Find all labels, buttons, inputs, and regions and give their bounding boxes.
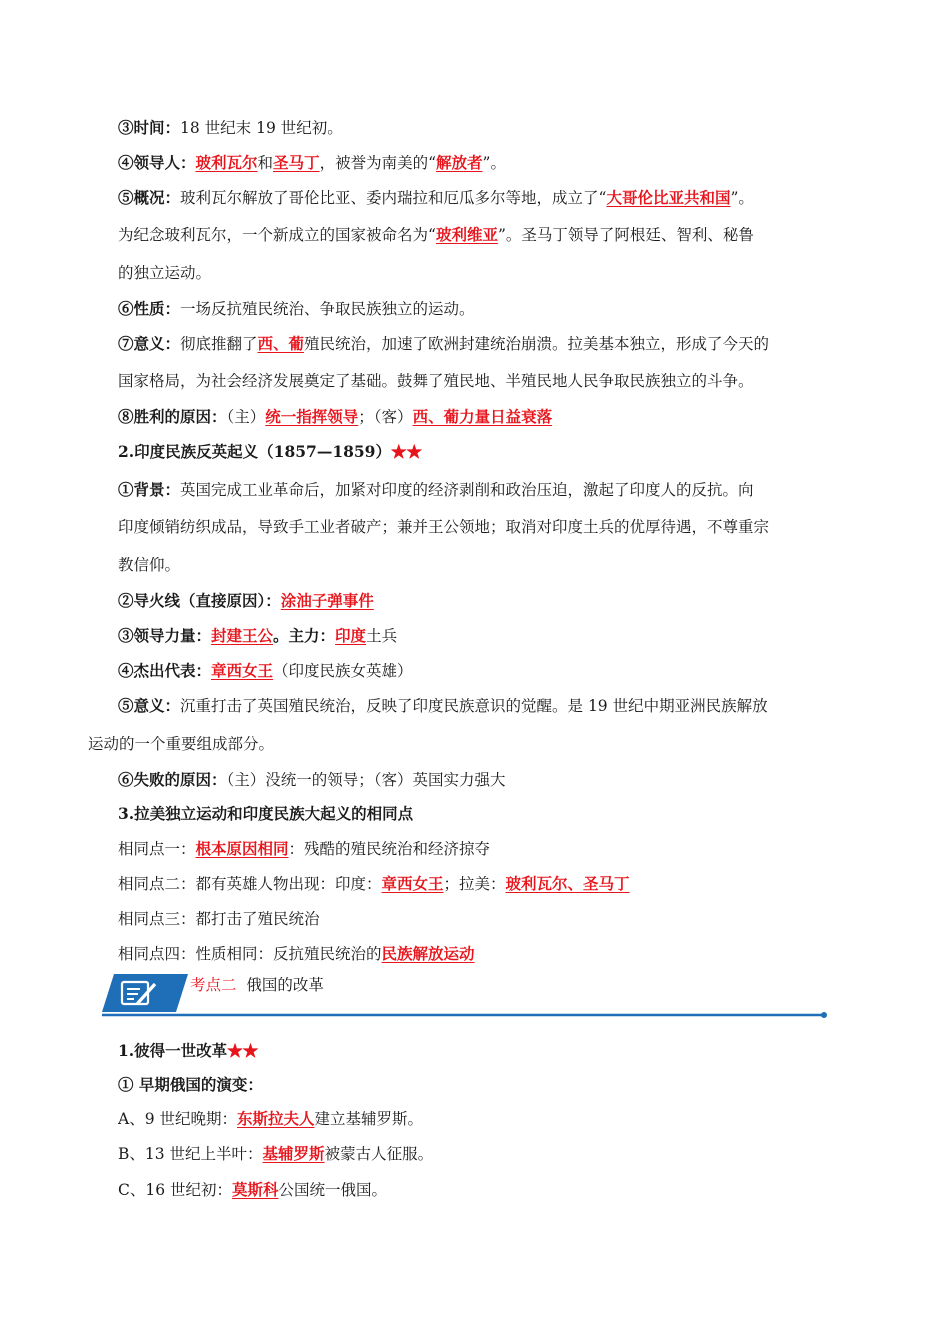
- text: ，被誉为南美的“: [319, 154, 436, 172]
- keyword: 西、葡力量日益衰落: [412, 407, 553, 426]
- label: ⑥失败的原因：: [118, 770, 227, 789]
- text: 18 世纪末 19 世纪初。: [180, 119, 343, 137]
- keyword: 玻利维亚: [435, 225, 498, 244]
- overview-line: [118, 187, 754, 209]
- text: 教信仰。: [118, 556, 181, 574]
- banner-underline-dot: [821, 1012, 827, 1018]
- section-heading-peter: [118, 1040, 258, 1062]
- background-line: [118, 479, 754, 501]
- banner-tag: 考点二: [190, 976, 237, 994]
- leadership-line: [118, 625, 397, 647]
- text: C、16 世纪初：: [118, 1181, 233, 1199]
- similarity-2: [118, 873, 630, 895]
- keyword: 封建王公: [211, 626, 274, 645]
- text: ；（客）: [358, 408, 413, 426]
- label: 。主力：: [273, 626, 336, 645]
- label: ③时间：: [118, 118, 181, 137]
- label: ⑧胜利的原因：: [118, 407, 227, 426]
- trigger-line: [118, 590, 374, 612]
- text: 相同点三：都打击了殖民统治: [118, 910, 320, 928]
- text: （主）: [226, 408, 266, 426]
- text: 国家格局，为社会经济发展奠定了基础。鼓舞了殖民地、半殖民地人民争取民族独立的斗争。: [118, 372, 754, 390]
- text: 相同点二：都有英雄人物出现：印度：: [118, 875, 382, 893]
- label: ⑤概况：: [118, 188, 181, 207]
- text: 运动的一个重要组成部分。: [88, 735, 275, 753]
- heading-text: 3.拉美独立运动和印度民族大起义的相同点: [118, 804, 414, 823]
- text: 被蒙古人征服。: [324, 1145, 434, 1163]
- label: ④领导人：: [118, 153, 196, 172]
- text: 相同点四：性质相同：反抗殖民统治的: [118, 945, 382, 963]
- label: ②导火线（直接原因）：: [118, 591, 281, 610]
- significance-line: [118, 333, 769, 355]
- text: （印度民族女英雄）: [273, 662, 413, 680]
- text: 和: [257, 154, 274, 172]
- keyword: 大哥伦比亚共和国: [606, 188, 731, 207]
- text: ”。: [482, 154, 506, 172]
- text: 一场反抗殖民统治、争取民族独立的运动。: [180, 300, 475, 318]
- nature-line: [118, 298, 475, 320]
- importance-stars: ★★: [390, 442, 422, 461]
- importance-stars: ★★: [227, 1041, 259, 1060]
- text: 玻利瓦尔解放了哥伦比亚、委内瑞拉和厄瓜多尔等地，成立了“: [180, 189, 607, 207]
- label: ③领导力量：: [118, 626, 212, 645]
- text: ”。: [730, 189, 754, 207]
- heading-text: 1.彼得一世改革: [118, 1041, 228, 1060]
- label: ①背景：: [118, 480, 181, 499]
- keyword: 根本原因相同: [195, 839, 289, 858]
- keyword: 西、葡: [257, 334, 305, 353]
- keyword: 民族解放运动: [381, 944, 475, 963]
- text: 为纪念玻利瓦尔，一个新成立的国家被命名为“: [118, 226, 436, 244]
- significance-line-2: [118, 370, 754, 392]
- keyword: 玻利瓦尔、圣马丁: [505, 874, 630, 893]
- early-russia-a: [118, 1108, 423, 1130]
- time-line: [118, 117, 343, 139]
- text: 的独立运动。: [118, 264, 212, 282]
- text: 相同点一：: [118, 840, 196, 858]
- text: 沉重打击了英国殖民统治，反映了印度民族意识的觉醒。是 19 世纪中期亚洲民族解放: [180, 697, 768, 715]
- text: ”。圣马丁领导了阿根廷、智利、秘鲁: [497, 226, 754, 244]
- background-line-2: [118, 516, 769, 538]
- similarity-1: [118, 838, 490, 860]
- early-russia-heading: [118, 1074, 263, 1096]
- keyword: 解放者: [436, 153, 483, 172]
- label: ⑤意义：: [118, 696, 181, 715]
- keyword: 印度: [335, 626, 367, 645]
- text: 殖民统治，加速了欧洲封建统治崩溃。拉美基本独立，形成了今天的: [304, 335, 770, 353]
- label: ④杰出代表：: [118, 661, 212, 680]
- banner-title: [190, 974, 324, 996]
- subheading-text: ① 早期俄国的演变：: [118, 1075, 263, 1094]
- keyword: 章西女王: [211, 661, 274, 680]
- text: 建立基辅罗斯。: [314, 1110, 424, 1128]
- text: 土兵: [366, 627, 398, 645]
- text: （主）没统一的领导；（客）英国实力强大: [226, 771, 506, 789]
- keyword: 玻利瓦尔: [195, 153, 258, 172]
- label: ⑦意义：: [118, 334, 181, 353]
- keyword: 圣马丁: [273, 153, 320, 172]
- label: ⑥性质：: [118, 299, 181, 318]
- text: ：残酷的殖民统治和经济掠夺: [288, 840, 491, 858]
- india-significance-line-2: [88, 733, 274, 755]
- banner-title-text: 俄国的改革: [246, 976, 324, 994]
- keyword: 统一指挥领导: [265, 407, 359, 426]
- background-line-3: [118, 554, 180, 576]
- keyword: 章西女王: [381, 874, 444, 893]
- similarity-4: [118, 943, 475, 965]
- section-heading-india: [118, 441, 422, 463]
- overview-line-3: [118, 262, 211, 284]
- keyword: 涂油子弹事件: [280, 591, 374, 610]
- failure-reason-line: [118, 769, 506, 791]
- text: ；拉美：: [443, 875, 506, 893]
- text: 公国统一俄国。: [278, 1181, 388, 1199]
- representative-line: [118, 660, 413, 682]
- victory-reason-line: [118, 406, 552, 428]
- section-heading-similarities: [118, 803, 413, 825]
- early-russia-b: [118, 1143, 433, 1165]
- similarity-3: [118, 908, 320, 930]
- text: 英国完成工业革命后，加紧对印度的经济剥削和政治压迫，激起了印度人的反抗。向: [180, 481, 754, 499]
- text: B、13 世纪上半叶：: [118, 1145, 263, 1163]
- early-russia-c: [118, 1179, 387, 1201]
- text: A、9 世纪晚期：: [118, 1110, 237, 1128]
- keyword: 东斯拉夫人: [236, 1109, 315, 1128]
- keyword: 基辅罗斯: [262, 1144, 325, 1163]
- keyword: 莫斯科: [232, 1180, 279, 1199]
- text: 彻底推翻了: [180, 335, 258, 353]
- text: 印度倾销纺织成品，导致手工业者破产；兼并王公领地；取消对印度土兵的优厚待遇，不尊重宗: [118, 518, 770, 536]
- india-significance-line: [118, 695, 768, 717]
- leader-line: [118, 152, 506, 174]
- overview-line-2: [118, 224, 754, 246]
- heading-text: 2.印度民族反英起义（1857—1859）: [118, 442, 391, 461]
